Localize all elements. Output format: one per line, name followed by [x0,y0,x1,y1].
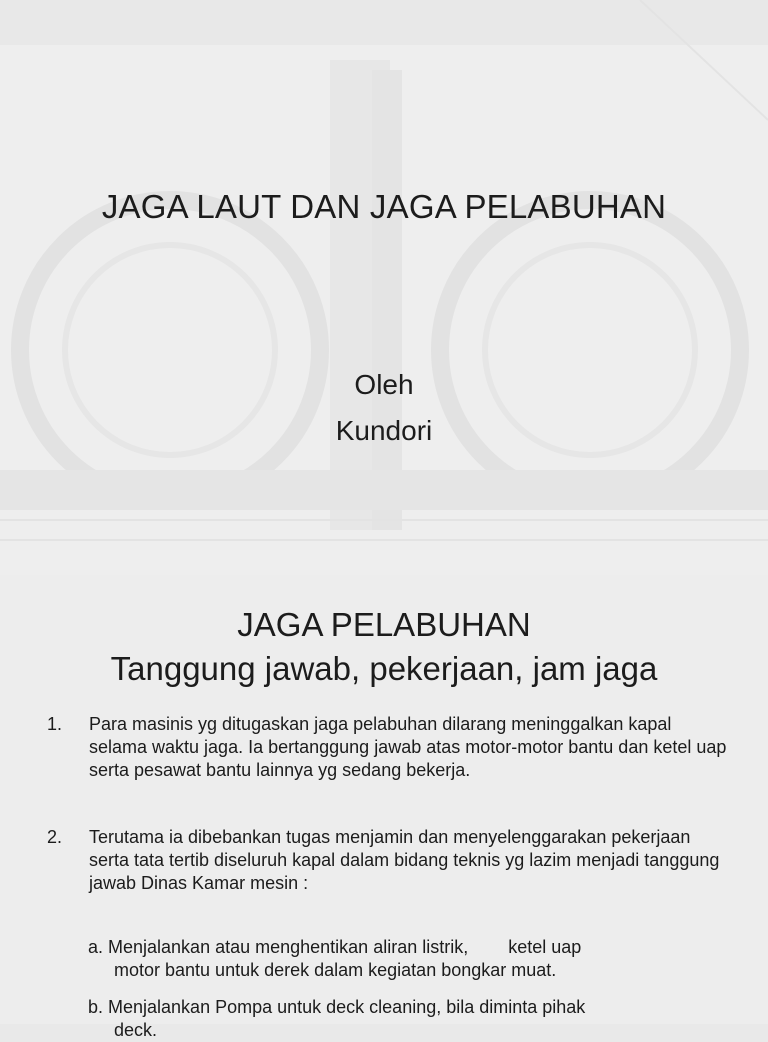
sub-list-item [0,936,728,982]
author-prefix: Oleh [354,369,414,400]
list-item-number: 2. [47,827,63,847]
sub-item-text: b. Menjalankan Pompa untuk deck cleaning, bila diminta pihak [88,997,586,1017]
section-heading: JAGA PELABUHAN [237,606,531,643]
sub-item-continuation: deck. [114,1020,158,1040]
author-name: Kundori [335,415,433,446]
numbered-list [0,713,768,1042]
list-item-number: 1. [47,714,63,734]
sub-item-continuation: motor bantu untuk derek dalam kegiatan bongkar muat. [114,960,557,980]
slide-title: JAGA LAUT DAN JAGA PELABUHAN [101,188,667,225]
content-slide-title [0,603,768,691]
section-subheading: Tanggung jawab, pekerjaan, jam jaga [110,650,658,687]
sub-list [0,936,768,1042]
list-item [0,826,768,895]
sub-list-item [0,996,728,1042]
content-slide [0,575,768,1040]
list-item [0,713,768,782]
list-item-text: Terutama ia dibebankan tugas menjamin dan menyelenggarakan pekerjaan serta tata tertib diseluruh kapal dalam bidang teknis yg lazim menjadi tanggung jawab Dinas Kamar mesin : [89,827,720,893]
list-item-text: Para masinis yg ditugaskan jaga pelabuhan dilarang meninggalkan kapal selama waktu jaga. Ia bertanggung jawab atas motor-motor bantu dan ketel uap serta pesawat bantu lainnya yg sedang bekerja. [89,714,727,780]
sub-item-text: a. Menjalankan atau menghentikan aliran listrik, [88,937,469,957]
sub-item-text-tail: ketel uap [508,937,582,957]
author-block [0,362,768,454]
